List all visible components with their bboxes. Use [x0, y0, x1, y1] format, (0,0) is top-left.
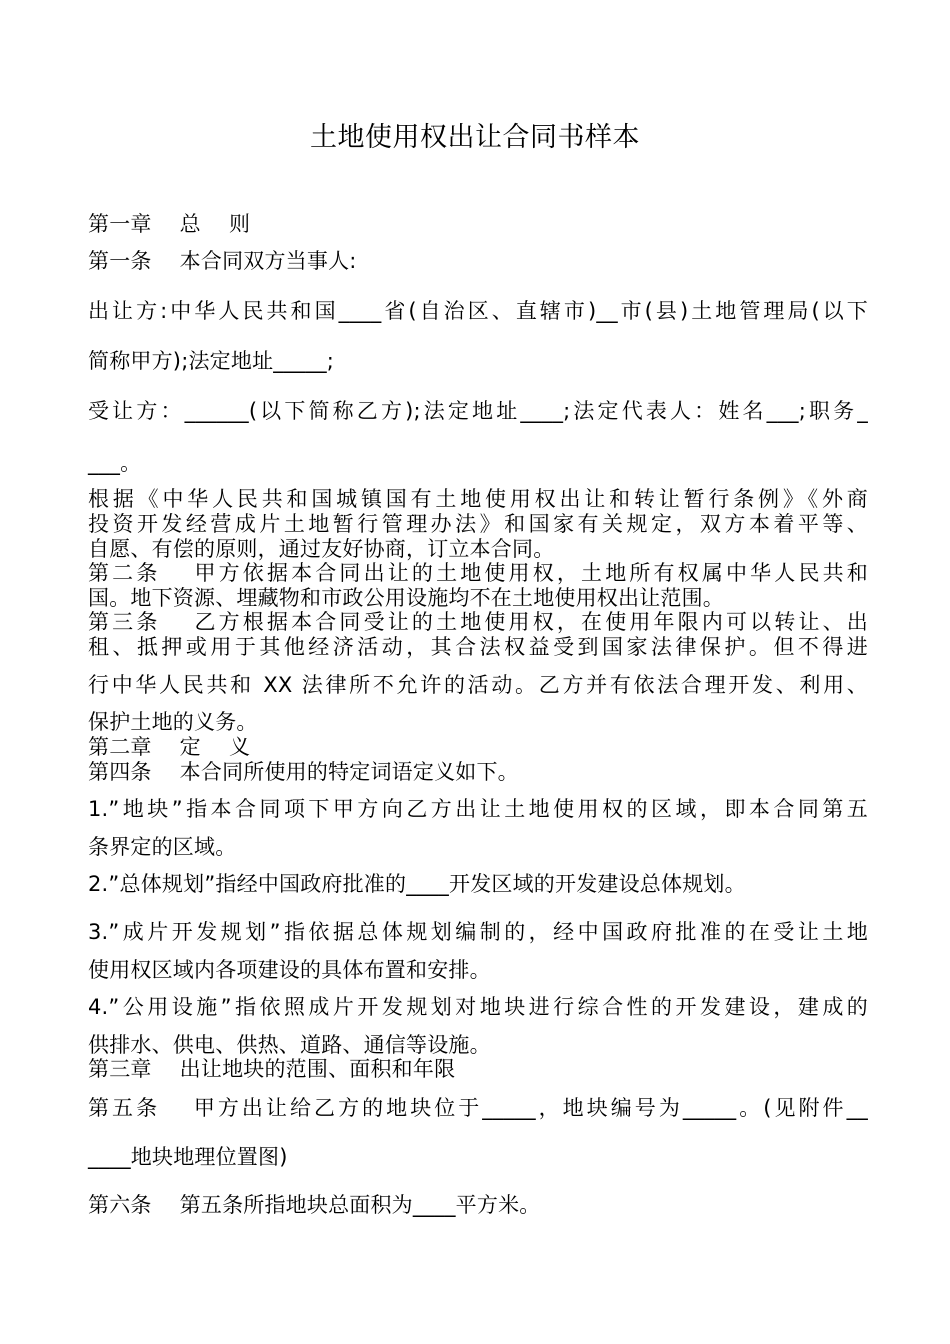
article-line: 第四条 本合同所使用的特定词语定义如下。 — [88, 760, 519, 784]
article-line: 第二条 甲方依据本合同出让的土地使用权，土地所有权属中华人民共和 — [88, 561, 868, 585]
definition-line: 2.”总体规划”指经中国政府批准的____开发区域的开发建设总体规划。 — [88, 872, 746, 896]
paragraph-line: 根据《中华人民共和国城镇国有土地使用权出让和转让暂行条例》《外商 — [88, 487, 868, 511]
paragraph-line: ___。 — [88, 451, 142, 475]
article-line: 第一条 本合同双方当事人: — [88, 249, 357, 273]
paragraph-line: ____地块地理位置图) — [88, 1145, 288, 1169]
chapter-heading: 第二章 定 义 — [88, 735, 251, 759]
paragraph-line: 国。地下资源、埋藏物和市政公用设施均不在土地使用权出让范围。 — [88, 586, 724, 610]
chapter-heading: 第三章 出让地块的范围、面积和年限 — [88, 1057, 456, 1081]
article-line: 第五条 甲方出让给乙方的地块位于_____，地块编号为_____。(见附件__ — [88, 1096, 868, 1120]
definition-line: 1.”地块”指本合同项下甲方向乙方出让土地使用权的区域，即本合同第五 — [88, 797, 868, 821]
paragraph-line: 出让方:中华人民共和国____省(自治区、直辖市)__市(县)土地管理局(以下 — [88, 299, 868, 323]
paragraph-line: 保护土地的义务。 — [88, 710, 258, 734]
definition-line: 供排水、供电、供热、道路、通信等设施。 — [88, 1033, 491, 1057]
definition-line: 条界定的区域。 — [88, 835, 237, 859]
paragraph-line: 投资开发经营成片土地暂行管理办法》和国家有关规定，双方本着平等、 — [88, 512, 868, 536]
paragraph-line: 行中华人民共和 XX 法律所不允许的活动。乙方并有依法合理开发、利用、 — [88, 673, 868, 697]
paragraph-line: 简称甲方);法定地址_____; — [88, 349, 335, 373]
definition-line: 使用权区域内各项建设的具体布置和安排。 — [88, 958, 491, 982]
definition-line: 3.”成片开发规划”指依据总体规划编制的，经中国政府批准的在受让土地 — [88, 920, 868, 944]
article-line: 第三条 乙方根据本合同受让的土地使用权，在使用年限内可以转让、出 — [88, 610, 868, 634]
chapter-heading: 第一章 总 则 — [88, 212, 251, 236]
document-title: 土地使用权出让合同书样本 — [310, 122, 640, 153]
paragraph-line: 租、抵押或用于其他经济活动，其合法权益受到国家法律保护。但不得进 — [88, 635, 868, 659]
article-line: 第六条 第五条所指地块总面积为____平方米。 — [88, 1193, 541, 1217]
paragraph-line: 受让方：______(以下简称乙方);法定地址____;法定代表人：姓名___;职务_ — [88, 399, 868, 423]
paragraph-line: 自愿、有偿的原则，通过友好协商，订立本合同。 — [88, 537, 555, 561]
definition-line: 4.”公用设施”指依照成片开发规划对地块进行综合性的开发建设，建成的 — [88, 995, 868, 1019]
